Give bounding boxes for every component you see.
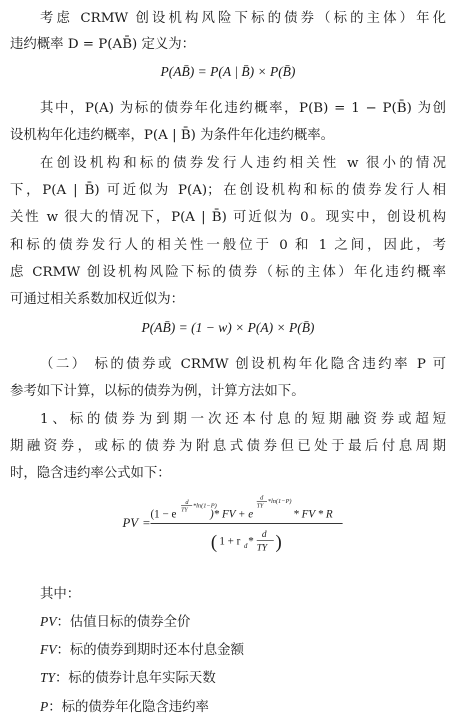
pv-den-star: *	[248, 535, 254, 548]
pv-den-right-paren: )	[275, 532, 282, 554]
pv-den-frac-num: d	[261, 530, 267, 541]
pv-den-frac-den: TY	[256, 543, 268, 554]
section-2-line-1: （二） 标的债券或 CRMW 创设机构年化隐含违约率 P 可	[40, 357, 446, 372]
pv-formula	[0, 492, 454, 560]
pv-numerator-open: (1 − e	[150, 508, 177, 521]
pv-exp2-frac-num: d	[260, 494, 264, 502]
paragraph-3-line-3: 关性 w 很大的情况下，P(A | B̄) 可近似为 0。现实中，创设机构	[10, 210, 446, 225]
pv-lhs: PV	[122, 515, 139, 530]
definition-p	[40, 697, 454, 718]
paragraph-1-line-1: 考虑 CRMW 创设机构风险下标的债券（标的主体）年化	[40, 11, 446, 26]
definition-pv	[40, 612, 454, 633]
definition-text: ：标的债券到期时还本付息金额	[56, 643, 244, 658]
formula-weighted-probability: P(AB̄) = (1 − w) × P(A) × P(B̄)	[141, 320, 315, 335]
pv-den-left-paren: (	[210, 532, 218, 554]
definition-symbol: FV	[40, 642, 57, 657]
definition-text: ：估值日标的债券全价	[56, 615, 191, 630]
pv-numerator-mid: )* FV + e	[210, 508, 254, 521]
paragraph-2-line-1: 其中，P(A) 为标的债券年化违约概率，P(B) = 1 − P(B̄) 为创	[40, 101, 446, 116]
pv-den-open: 1 + r	[219, 535, 241, 548]
paragraph-3-line-4: 和标的债券发行人的相关性一般位于 0 和 1 之间，因此，考	[10, 238, 446, 253]
paragraph-3-line-2: 下，P(A | B̄) 可近似为 P(A)；在创设机构和标的债券发行人相	[10, 183, 446, 198]
paragraph-3-line-1: 在创设机构和标的债券发行人违约相关性 w 很小的情况	[40, 156, 446, 171]
paragraph-2-line-2: 设机构年化违约概率，P(A | B̄) 为条件年化违约概率。	[10, 128, 335, 143]
definition-symbol: TY	[40, 670, 56, 685]
definition-symbol: PV	[40, 614, 57, 629]
pv-equals: =	[142, 515, 151, 530]
item-1-line-3: 时，隐含违约率公式如下：	[10, 466, 171, 481]
pv-exp2-tail: *ln(1−P)	[267, 498, 292, 506]
definition-text: ：标的债券计息年实际天数	[55, 671, 216, 686]
pv-den-sub: d	[244, 543, 248, 551]
item-1-line-2: 期融资券，或标的债券为附息式债券但已处于最后付息周期	[10, 439, 446, 454]
pv-exp1-tail: *ln(1−P)	[192, 502, 217, 510]
paragraph-3-line-6: 可通过相关系数加权近似为：	[10, 292, 185, 307]
pv-exp1-frac-num: d	[185, 498, 189, 506]
definition-fv	[40, 640, 454, 661]
definition-ty	[40, 668, 454, 689]
paragraph-3-line-5: 虑 CRMW 创设机构风险下标的债券（标的主体）年化违约概率	[10, 265, 446, 280]
pv-exp2-frac-den: TY	[256, 503, 264, 510]
pv-exp1-frac-den: TY	[181, 507, 188, 514]
item-1-line-1: 1、标的债券为到期一次还本付息的短期融资券或超短	[40, 412, 446, 427]
section-2-line-2: 参考如下计算，以标的债券为例，计算方法如下。	[10, 384, 305, 399]
formula-default-probability: P(AB̄) = P(A | B̄) × P(B̄)	[160, 64, 296, 79]
pv-numerator-tail: * FV * R	[293, 508, 333, 521]
where-label: 其中：	[40, 587, 81, 602]
paragraph-1-line-2: 违约概率 D = P(AB̄) 定义为：	[10, 37, 196, 52]
definition-text: ：标的债券年化隐含违约率	[48, 700, 209, 715]
definition-symbol: P	[40, 699, 49, 714]
